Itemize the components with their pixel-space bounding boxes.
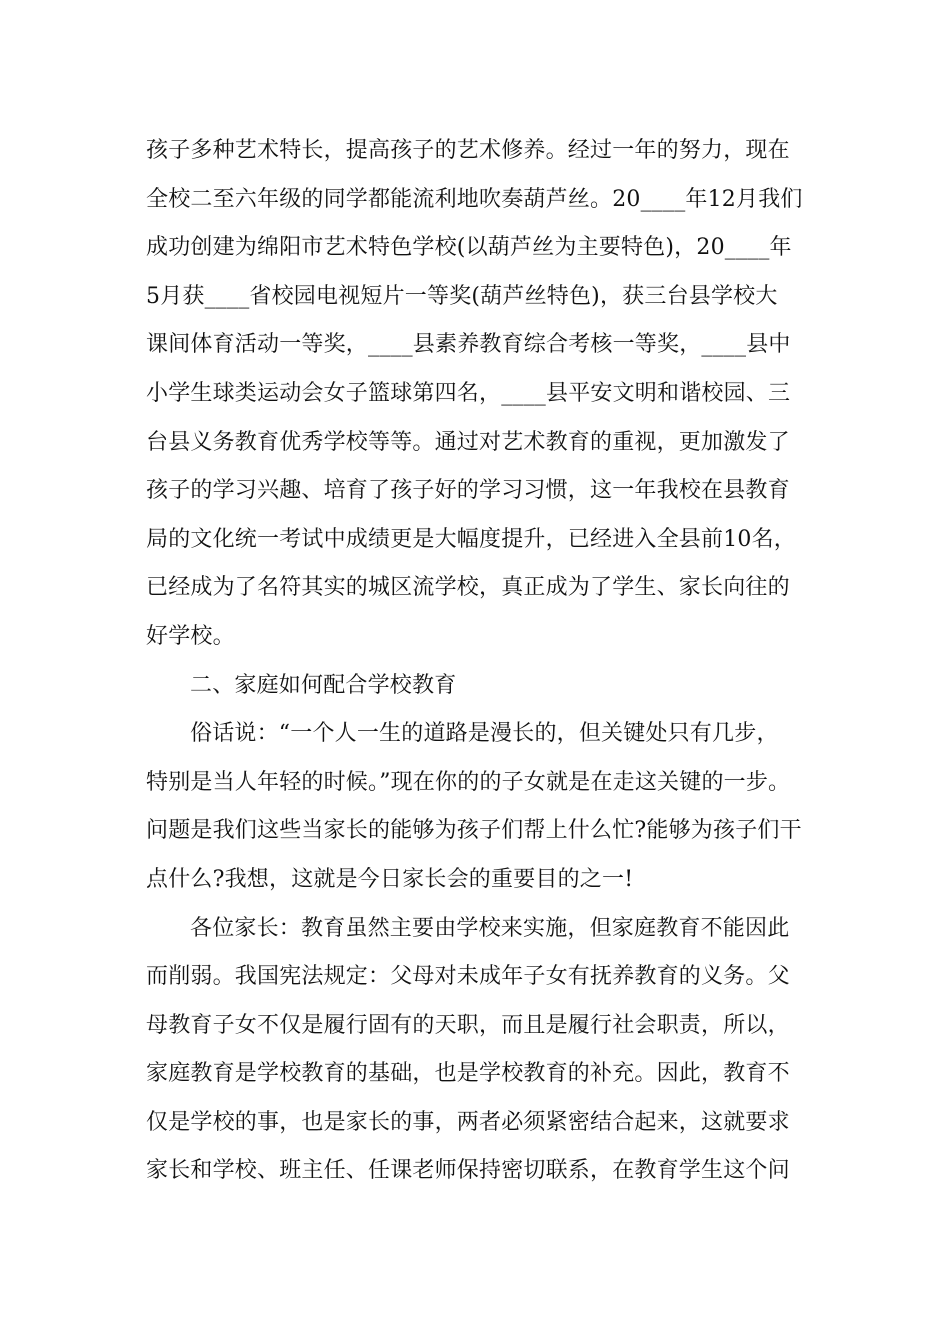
text-line: 仅是学校的事，也是家长的事，两者必须紧密结合起来，这就要求 [146, 1109, 790, 1135]
text-line: 5月获____省校园电视短片一等奖(葫芦丝特色)，获三台县学校大 [146, 283, 778, 309]
text-line: 好学校。 [146, 623, 235, 649]
text-line: 特别是当人年轻的时候。”现在你的的子女就是在走这关键的一步。 [146, 769, 791, 795]
text-line: 俗话说：“一个人一生的道路是漫长的，但关键处只有几步， [190, 721, 779, 747]
text-line: 而削弱。我国宪法规定：父母对未成年子女有抚养教育的义务。父 [146, 964, 790, 990]
text-line: 各位家长：教育虽然主要由学校来实施，但家庭教育不能因此 [190, 915, 790, 941]
text-line: 成功创建为绵阳市艺术特色学校(以葫芦丝为主要特色)，20____年 [146, 235, 792, 261]
text-line: 家长和学校、班主任、任课老师保持密切联系，在教育学生这个问 [146, 1158, 790, 1184]
text-line: 小学生球类运动会女子篮球第四名，____县平安文明和谐校园、三 [146, 380, 791, 406]
text-line: 已经成为了名符其实的城区流学校，真正成为了学生、家长向往的 [146, 575, 790, 601]
text-line: 二、家庭如何配合学校教育 [190, 672, 457, 698]
text-line: 问题是我们这些当家长的能够为孩子们帮上什么忙?能够为孩子们干 [146, 818, 802, 844]
text-line: 家庭教育是学校教育的基础，也是学校教育的补充。因此，教育不 [146, 1061, 790, 1087]
text-line: 局的文化统一考试中成绩更是大幅度提升，已经进入全县前10名， [146, 526, 796, 552]
text-line: 母教育子女不仅是履行固有的天职，而且是履行社会职责，所以， [146, 1012, 790, 1038]
text-line: 台县义务教育优秀学校等等。通过对艺术教育的重视，更加激发了 [146, 429, 790, 455]
text-line: 孩子多种艺术特长，提高孩子的艺术修养。经过一年的努力，现在 [146, 138, 790, 163]
text-line: 点什么?我想，这就是今日家长会的重要目的之一! [146, 866, 634, 892]
text-line: 课间体育活动一等奖，____县素养教育综合考核一等奖，____县中 [146, 332, 791, 358]
text-line: 孩子的学习兴趣、培育了孩子好的学习习惯，这一年我校在县教育 [146, 478, 790, 504]
text-line: 全校二至六年级的同学都能流利地吹奏葫芦丝。20____年12月我们 [146, 186, 803, 212]
body-text [146, 127, 816, 1196]
